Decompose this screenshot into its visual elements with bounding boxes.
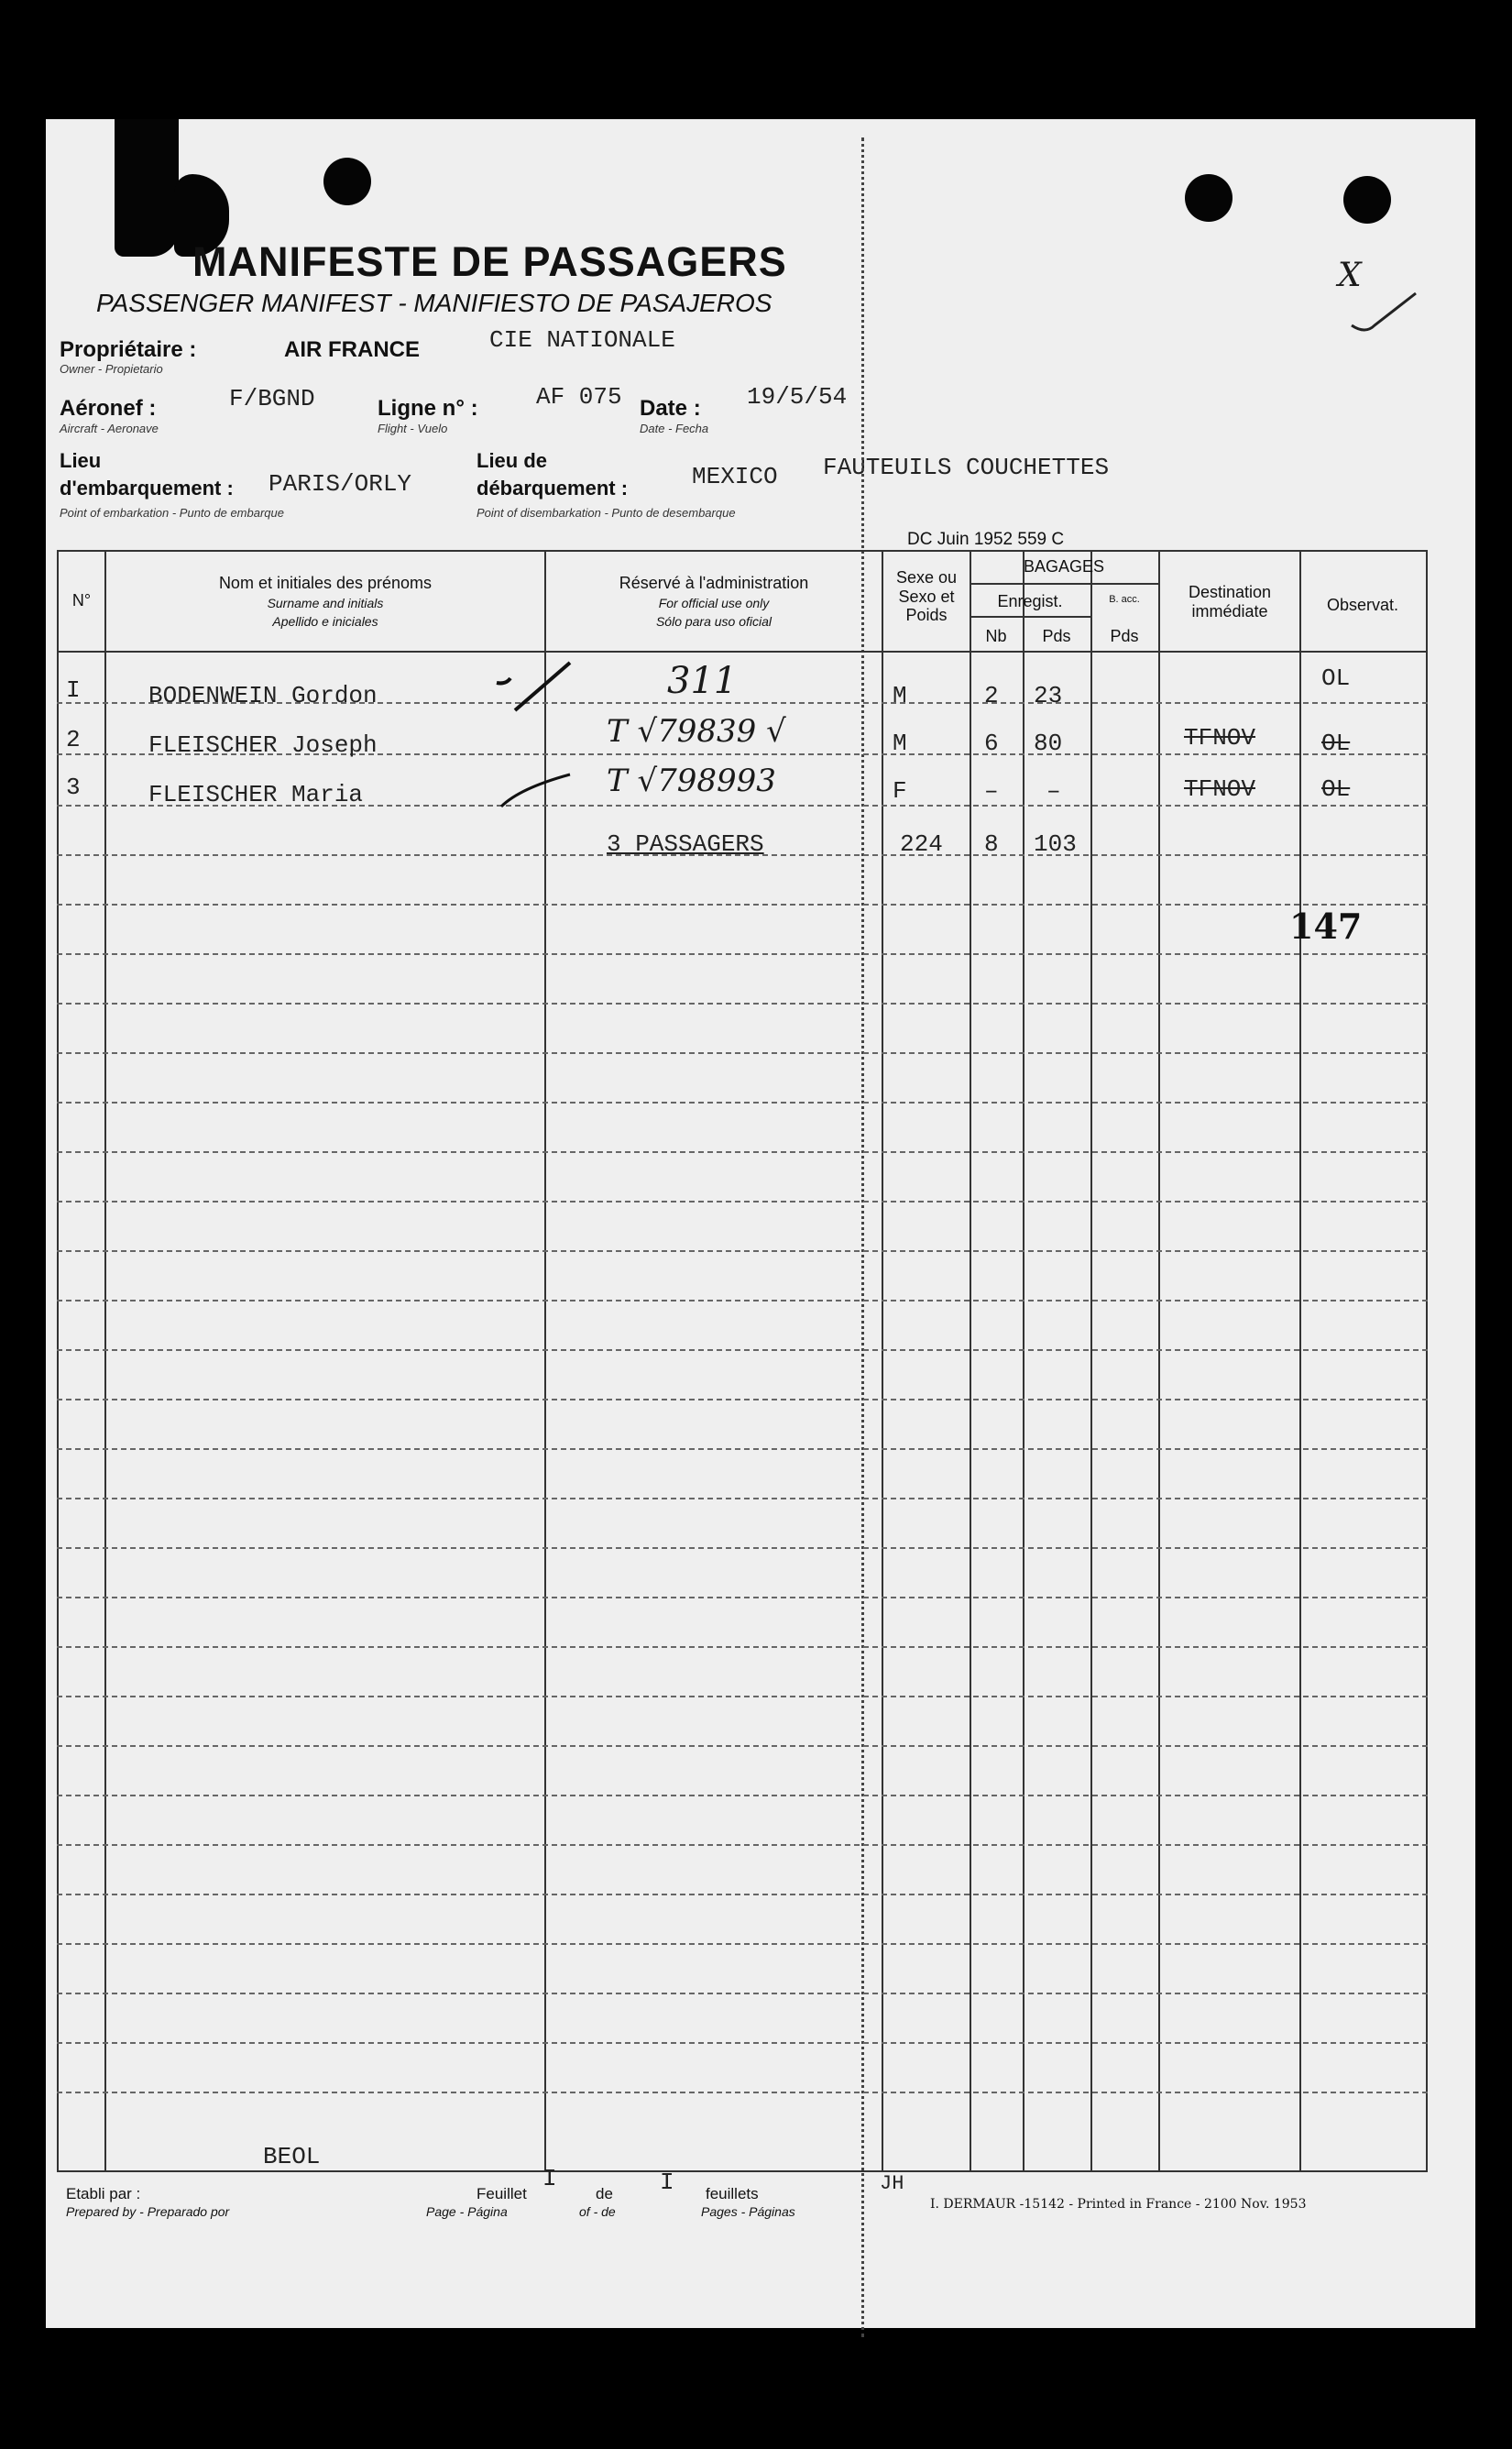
punch-hole	[1343, 176, 1391, 224]
col-header-remarks: Observat.	[1326, 596, 1399, 614]
col-header-hand-luggage: B. acc.	[1109, 594, 1140, 605]
page-sublabel: Page - Página	[426, 2204, 508, 2219]
printer-note: I. DERMAUR -15142 - Printed in France - 2100 Nov. 1953	[930, 2197, 1307, 2212]
punch-hole	[1185, 174, 1233, 222]
prepared-label: Etabli par :	[66, 2185, 141, 2202]
initials: JH	[880, 2172, 904, 2195]
owner-label: Propriétaire :	[60, 337, 197, 362]
embark-label-2: d'embarquement :	[60, 477, 234, 500]
total-pages-value: I	[660, 2169, 674, 2196]
row-3-sex: F	[893, 777, 907, 805]
row-2-sex: M	[893, 730, 907, 757]
passenger-table	[57, 550, 1428, 2172]
owner-sublabel: Owner - Propietario	[60, 362, 163, 376]
date-value: 19/5/54	[747, 383, 848, 411]
col-header-name-fr: Nom et initiales des prénoms	[218, 574, 433, 592]
col-header-name-es: Apellido e iniciales	[272, 614, 378, 630]
row-1-admin: 311	[667, 660, 738, 702]
disembark-label-1: Lieu de	[477, 449, 548, 472]
stamp-number: 147	[1289, 906, 1363, 947]
row-2-admin: T √79839 √	[607, 713, 786, 750]
row-3-pds: –	[1046, 777, 1061, 805]
disembark-value: MEXICO	[692, 463, 778, 490]
row-1-pds: 23	[1034, 682, 1063, 709]
totals-label: 3 PASSAGERS	[607, 830, 764, 858]
row-2-obs: OL	[1321, 730, 1351, 757]
row-3-dest: TFNOV	[1184, 775, 1256, 803]
flight-label: Ligne n° :	[378, 396, 478, 421]
col-header-admin-fr: Réservé à l'administration	[619, 574, 809, 592]
date-label: Date :	[640, 396, 701, 421]
form-code: DC Juin 1952 559 C	[907, 530, 1065, 549]
col-header-baggage: BAGAGES	[1023, 557, 1105, 576]
col-header-registered: Enregist.	[997, 592, 1063, 610]
page-title: MANIFESTE DE PASSAGERS	[192, 238, 787, 285]
extra-typed-note: FAUTEUILS COUCHETTES	[823, 454, 1110, 481]
aircraft-sublabel: Aircraft - Aeronave	[60, 422, 159, 435]
col-header-admin-es: Sólo para uso oficial	[655, 614, 772, 630]
row-1-obs: OL	[1321, 664, 1351, 692]
row-3-nb: –	[984, 777, 999, 805]
of-label: de	[596, 2185, 613, 2202]
corner-mark: X	[1338, 257, 1362, 294]
disembark-label-2: débarquement :	[477, 477, 629, 500]
row-2-pds: 80	[1034, 730, 1063, 757]
row-3-no: 3	[66, 774, 81, 801]
sheets-label: feuillets	[706, 2185, 759, 2202]
check-mark-icon	[1347, 289, 1420, 344]
col-header-pds: Pds	[1042, 627, 1071, 645]
ink-blot	[115, 119, 179, 257]
aircraft-label: Aéronef :	[60, 396, 157, 421]
aircraft-value: F/BGND	[229, 385, 315, 412]
of-sublabel: of - de	[579, 2204, 616, 2219]
row-3-obs: OL	[1321, 775, 1351, 803]
row-3-admin: T √798993	[607, 763, 776, 799]
page-value: I	[542, 2165, 557, 2192]
embark-label-1: Lieu	[60, 449, 102, 472]
row-2-no: 2	[66, 726, 81, 753]
flight-sublabel: Flight - Vuelo	[378, 422, 448, 435]
page-label: Feuillet	[477, 2185, 527, 2202]
col-header-nb: Nb	[985, 627, 1007, 645]
totals-weight: 224	[900, 830, 943, 858]
prepared-sublabel: Prepared by - Preparado por	[66, 2204, 230, 2219]
row-2-dest: TFNOV	[1184, 724, 1256, 752]
sheets-sublabel: Pages - Páginas	[701, 2204, 795, 2219]
flight-value: AF 075	[536, 383, 622, 411]
col-header-destination: Destination immédiate	[1188, 583, 1272, 620]
col-header-pds2: Pds	[1110, 627, 1139, 645]
totals-nb: 8	[984, 830, 999, 858]
owner-typed: CIE NATIONALE	[489, 326, 675, 354]
embark-sublabel: Point of embarkation - Punto de embarque	[60, 506, 284, 520]
row-1-no: I	[66, 676, 81, 704]
row-2-name: FLEISCHER Joseph	[148, 731, 378, 759]
totals-pds: 103	[1034, 830, 1077, 858]
check-mark-icon	[497, 761, 579, 816]
signature: BEOL	[263, 2143, 321, 2170]
row-1-name: BODENWEIN Gordon	[148, 682, 378, 709]
col-header-sex: Sexe ou Sexo et Poids	[895, 568, 958, 625]
page-subtitle: PASSENGER MANIFEST - MANIFIESTO DE PASAJEROS	[96, 289, 772, 317]
disembark-sublabel: Point of disembarkation - Punto de desembarque	[477, 506, 736, 520]
row-2-nb: 6	[984, 730, 999, 757]
date-sublabel: Date - Fecha	[640, 422, 709, 435]
row-1-nb: 2	[984, 682, 999, 709]
col-header-name-en: Surname and initials	[267, 595, 384, 610]
row-3-name: FLEISCHER Maria	[148, 781, 364, 808]
owner-value: AIR FRANCE	[284, 337, 420, 362]
col-header-name	[106, 574, 544, 631]
check-mark-icon	[488, 655, 597, 719]
col-header-no: N°	[71, 591, 92, 610]
col-header-admin-en: For official use only	[658, 595, 770, 610]
punch-hole	[323, 158, 371, 205]
col-header-admin	[546, 574, 882, 631]
embark-value: PARIS/ORLY	[268, 470, 412, 498]
row-1-sex: M	[893, 682, 907, 709]
